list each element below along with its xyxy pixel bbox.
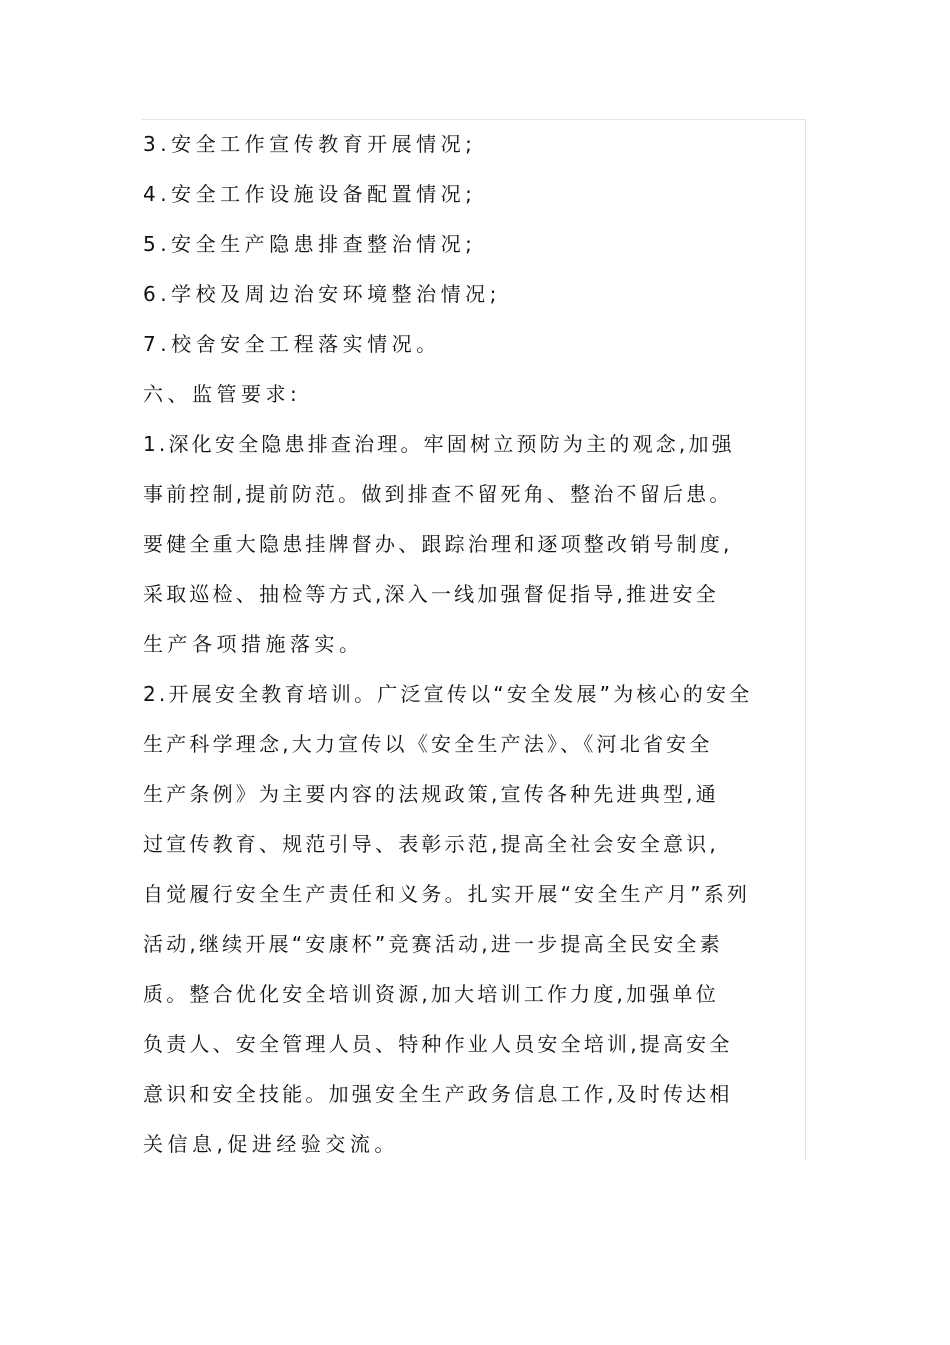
paragraph-1-line-3: 要健全重大隐患挂牌督办、跟踪治理和逐项整改销号制度, [143, 532, 733, 556]
paragraph-2-line-7: 质。整合优化安全培训资源,加大培训工作力度,加强单位 [143, 982, 719, 1006]
list-item-4: 4.安全工作设施设备配置情况; [143, 182, 477, 206]
paragraph-1-line-4: 采取巡检、抽检等方式,深入一线加强督促指导,推进安全 [143, 582, 719, 606]
paragraph-2-line-10: 关信息,促进经验交流。 [143, 1132, 399, 1156]
paragraph-2-line-9: 意识和安全技能。加强安全生产政务信息工作,及时传达相 [143, 1082, 733, 1106]
section-heading-6: 六、监管要求: [143, 382, 302, 406]
paragraph-2-line-1: 2.开展安全教育培训。广泛宣传以“安全发展”为核心的安全 [143, 682, 753, 706]
paragraph-2-line-6: 活动,继续开展“安康杯”竞赛活动,进一步提高全民安全素 [143, 932, 723, 956]
list-item-7: 7.校舍安全工程落实情况。 [143, 332, 441, 356]
list-item-3: 3.安全工作宣传教育开展情况; [143, 132, 477, 156]
list-item-6: 6.学校及周边治安环境整治情况; [143, 282, 501, 306]
paragraph-1-line-5: 生产各项措施落实。 [143, 632, 364, 656]
paragraph-1-line-1: 1.深化安全隐患排查治理。牢固树立预防为主的观念,加强 [143, 432, 735, 456]
paragraph-2-line-5: 自觉履行安全生产责任和义务。扎实开展“安全生产月”系列 [143, 882, 751, 906]
paragraph-1-line-2: 事前控制,提前防范。做到排查不留死角、整治不留后患。 [143, 482, 733, 506]
document-body [143, 119, 805, 1169]
paragraph-2-line-3: 生产条例》为主要内容的法规政策,宣传各种先进典型,通 [143, 782, 719, 806]
paragraph-2-line-8: 负责人、安全管理人员、特种作业人员安全培训,提高安全 [143, 1032, 733, 1056]
list-item-5: 5.安全生产隐患排查整治情况; [143, 232, 477, 256]
paragraph-2-line-4: 过宣传教育、规范引导、表彰示范,提高全社会安全意识, [143, 832, 719, 856]
paragraph-2-line-2: 生产科学理念,大力宣传以《安全生产法》、《河北省安全 [143, 732, 713, 756]
